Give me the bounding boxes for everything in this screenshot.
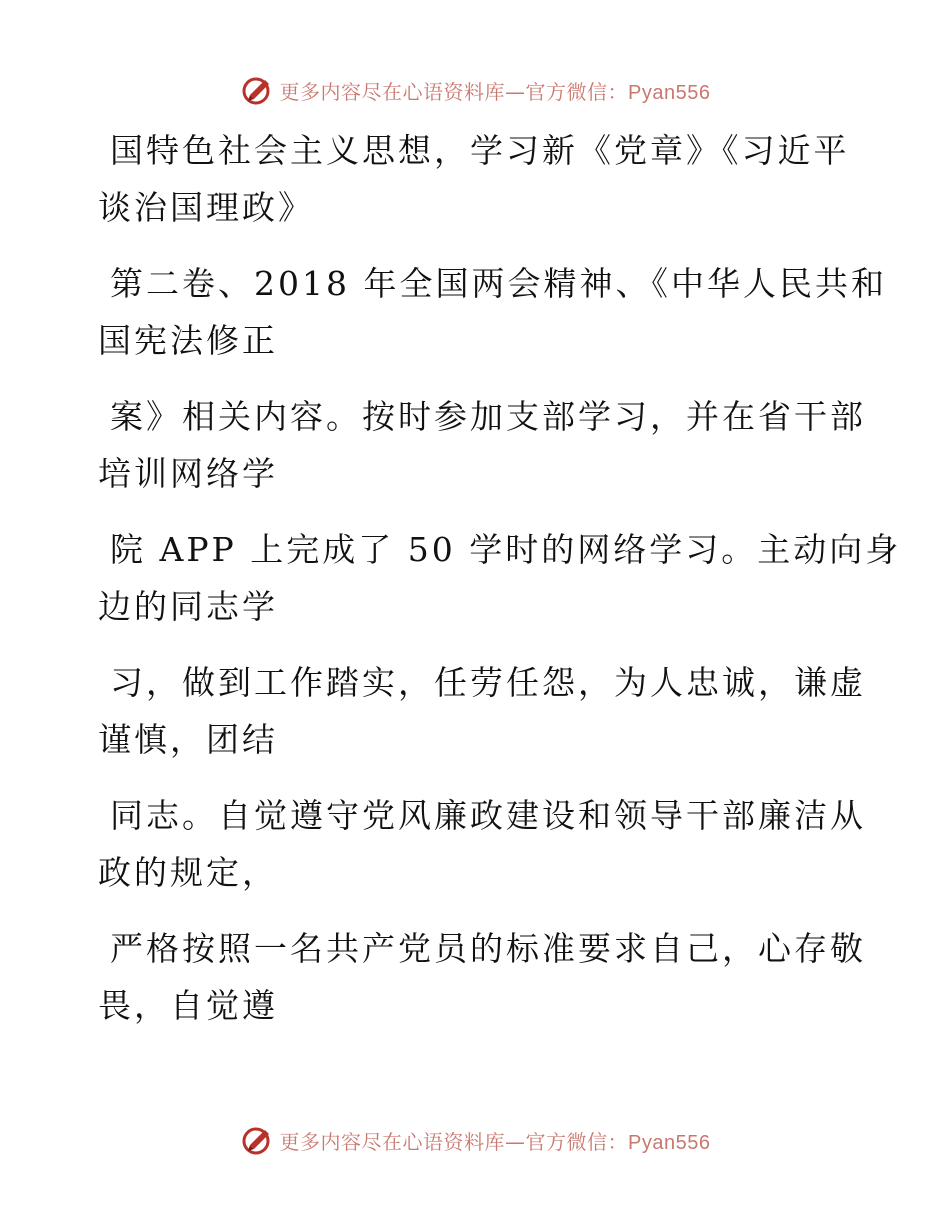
paragraph-line: 同志。自觉遵守党风廉政建设和领导干部廉洁从 — [110, 796, 866, 835]
paragraph-line: 严格按照一名共产党员的标准要求自己，心存敬 — [110, 929, 866, 968]
paragraph-line: 畏，自觉遵 — [98, 986, 278, 1025]
watermark-wechat-id: Pyan556 — [628, 81, 711, 104]
paragraph — [98, 388, 866, 502]
paragraph-line: 边的同志学 — [98, 587, 278, 626]
paragraph — [98, 920, 866, 1034]
paragraph-line: 院 APP 上完成了 50 学时的网络学习。主动向身 — [110, 530, 902, 569]
paragraph — [98, 787, 866, 901]
watermark-text: 更多内容尽在心语资料库—官方微信：Pyan556 — [279, 79, 711, 104]
pen-logo-icon — [240, 73, 274, 107]
paragraph-line: 政的规定， — [98, 853, 278, 892]
header-watermark — [0, 70, 950, 110]
pen-logo-icon — [240, 1123, 274, 1157]
paragraph-line: 国宪法修正 — [98, 321, 278, 360]
watermark-wechat-id: Pyan556 — [628, 1131, 711, 1154]
paragraph — [98, 122, 858, 236]
watermark-text: 更多内容尽在心语资料库—官方微信：Pyan556 — [279, 1129, 711, 1154]
paragraph-line: 案》相关内容。按时参加支部学习，并在省干部 — [110, 397, 866, 436]
paragraph-line: 培训网络学 — [98, 454, 278, 493]
paragraph — [98, 255, 887, 369]
paragraph-line: 国特色社会主义思想，学习新《党章》《习近平 — [110, 131, 850, 170]
paragraph-line: 谈治国理政》 — [98, 188, 314, 227]
paragraph — [98, 654, 866, 768]
paragraph-line: 第二卷、2018 年全国两会精神、《中华人民共和 — [110, 264, 887, 303]
document-body — [98, 122, 902, 1034]
footer-watermark — [0, 1120, 950, 1160]
paragraph — [98, 521, 902, 635]
paragraph-line: 习，做到工作踏实，任劳任怨，为人忠诚，谦虚 — [110, 663, 866, 702]
paragraph-line: 谨慎，团结 — [98, 720, 278, 759]
